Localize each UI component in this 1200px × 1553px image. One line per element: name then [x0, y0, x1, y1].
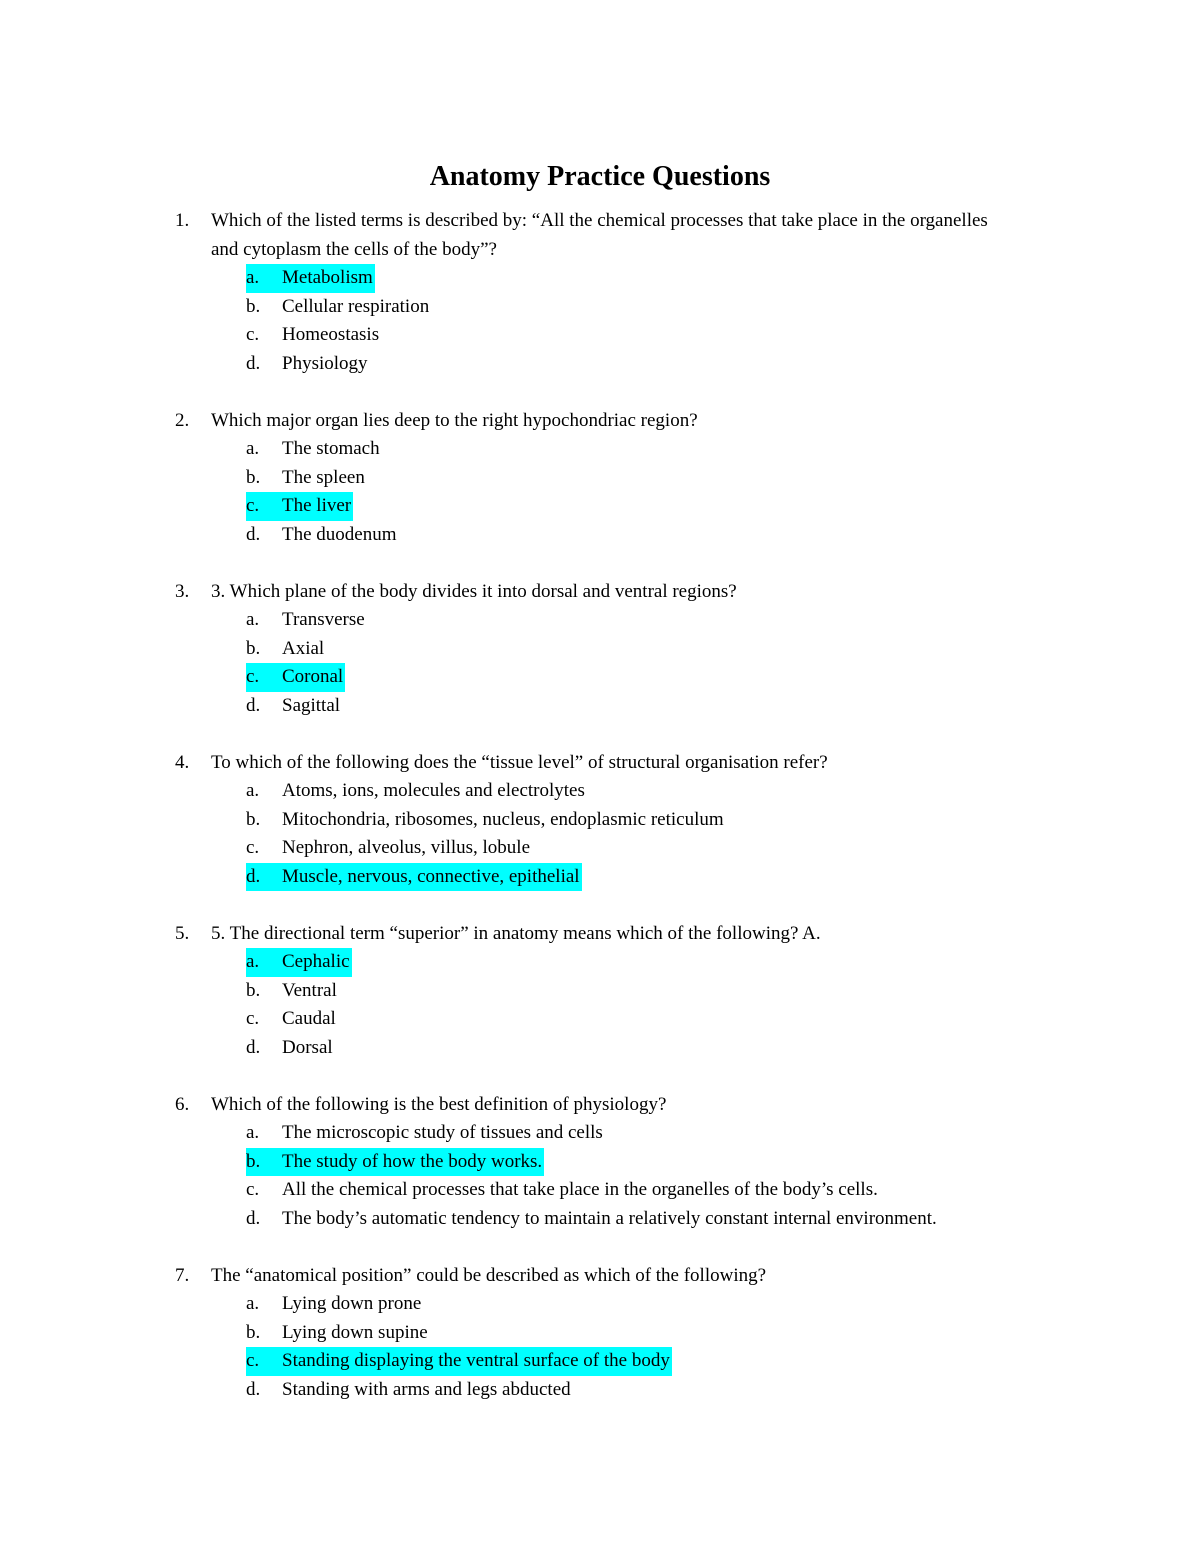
question-5: [0, 920, 1200, 1063]
answer-option-content: [246, 1376, 573, 1405]
answer-options: [0, 435, 1200, 549]
answer-option-content: [246, 1119, 605, 1148]
option-text: The microscopic study of tissues and cells: [282, 1122, 603, 1143]
option-text: The body’s automatic tendency to maintain a relatively constant internal environment.: [282, 1207, 937, 1229]
option-letter: a.: [246, 1293, 260, 1314]
option-text: The spleen: [282, 466, 365, 488]
option-letter: b.: [246, 295, 261, 317]
answer-option-d: [0, 1376, 1200, 1405]
option-text: Dorsal: [282, 1036, 333, 1058]
answer-option-content: [246, 635, 326, 664]
option-text: All the chemical processes that take place in the organelles of the body’s cells.: [282, 1179, 878, 1200]
option-letter: b.: [246, 637, 261, 659]
answer-option-b: [0, 293, 1200, 322]
answer-options: [0, 1290, 1200, 1404]
option-letter: c.: [246, 837, 260, 858]
option-text: Axial: [282, 637, 325, 659]
answer-option-content: [246, 692, 342, 721]
answer-options: [0, 606, 1200, 720]
option-letter: c.: [246, 1008, 260, 1029]
answer-option-a: [0, 606, 1200, 635]
answer-option-d: [0, 521, 1200, 550]
option-letter: b.: [246, 808, 261, 830]
answer-option-content: [246, 1319, 430, 1348]
answer-option-content: [246, 1205, 939, 1234]
answer-option-content: [246, 1034, 335, 1063]
option-text: Standing displaying the ventral surface of the body: [282, 1350, 670, 1371]
question-text: 5. The directional term “superior” in anatomy means which of the following? A.: [211, 922, 821, 944]
option-text: The liver: [282, 495, 352, 516]
question-2: [0, 407, 1200, 550]
answer-option-c: [0, 1176, 1200, 1205]
question-number: 1.: [175, 210, 190, 231]
option-text: Lying down prone: [282, 1293, 422, 1314]
option-letter: a.: [246, 951, 260, 972]
question-number: 7.: [175, 1264, 190, 1286]
option-letter: a.: [246, 780, 260, 801]
option-letter: c.: [246, 1179, 260, 1200]
option-text: Sagittal: [282, 694, 341, 716]
question-text: Which major organ lies deep to the right hypochondriac region?: [211, 409, 698, 431]
question-7: [0, 1262, 1200, 1405]
answer-option-content: [246, 464, 367, 493]
option-text: Cellular respiration: [282, 295, 430, 317]
option-letter: c.: [246, 666, 260, 687]
option-text: Cephalic: [282, 951, 350, 972]
answer-option-d: [0, 350, 1200, 379]
answer-option-content: [246, 321, 381, 350]
option-text: The study of how the body works.: [282, 1150, 543, 1172]
option-text: The stomach: [282, 438, 380, 459]
question-text: Which of the following is the best definition of physiology?: [211, 1093, 667, 1115]
option-letter: d.: [246, 1207, 261, 1229]
answer-option-b: [0, 806, 1200, 835]
option-letter: c.: [246, 1350, 260, 1371]
option-letter: b.: [246, 979, 261, 1001]
option-letter: a.: [246, 438, 260, 459]
question-6: [0, 1091, 1200, 1234]
option-text: Atoms, ions, molecules and electrolytes: [282, 780, 585, 801]
answer-option-content: [246, 1005, 338, 1034]
answer-option-content: [246, 777, 587, 806]
question-text: The “anatomical position” could be described as which of the following?: [211, 1264, 767, 1286]
answer-option-c: [0, 663, 1200, 692]
answer-option-b: [0, 1148, 1200, 1177]
answer-option-content: [246, 350, 370, 379]
answer-option-content: [246, 977, 339, 1006]
option-text: The duodenum: [282, 523, 397, 545]
answer-option-a: [0, 948, 1200, 977]
option-letter: d.: [246, 1378, 261, 1400]
question-3: [0, 578, 1200, 721]
question-number: 5.: [175, 922, 190, 944]
answer-option-a: [0, 777, 1200, 806]
option-text: Mitochondria, ribosomes, nucleus, endoplasmic reticulum: [282, 808, 724, 830]
answer-option-a: [0, 435, 1200, 464]
question-1: [0, 207, 1200, 378]
question-number: 3.: [175, 580, 190, 602]
question-text: 3. Which plane of the body divides it into dorsal and ventral regions?: [211, 580, 737, 602]
correct-answer-highlight: [246, 1347, 672, 1376]
answer-option-content: [246, 834, 532, 863]
option-letter: d.: [246, 694, 261, 716]
option-letter: b.: [246, 466, 261, 488]
option-letter: d.: [246, 523, 261, 545]
answer-option-b: [0, 635, 1200, 664]
answer-option-content: [246, 806, 726, 835]
correct-answer-highlight: [246, 492, 353, 521]
option-text: Homeostasis: [282, 324, 380, 345]
answer-option-c: [0, 1347, 1200, 1376]
answer-option-d: [0, 863, 1200, 892]
question-text: Which of the listed terms is described by: “All the chemical processes that take place in the organelles and cytoplasm the cells of the body”?: [211, 210, 988, 260]
answer-option-c: [0, 492, 1200, 521]
option-text: Lying down supine: [282, 1321, 428, 1343]
answer-options: [0, 264, 1200, 378]
option-text: Nephron, alveolus, villus, lobule: [282, 837, 531, 858]
answer-option-b: [0, 464, 1200, 493]
answer-option-d: [0, 1205, 1200, 1234]
answer-options: [0, 777, 1200, 891]
option-letter: d.: [246, 1036, 261, 1058]
correct-answer-highlight: [246, 1148, 544, 1177]
answer-option-c: [0, 834, 1200, 863]
option-text: Metabolism: [282, 267, 373, 288]
question-number: 2.: [175, 409, 190, 431]
option-text: Physiology: [282, 352, 368, 374]
answer-option-d: [0, 692, 1200, 721]
answer-option-content: [246, 1290, 423, 1319]
question-number: 4.: [175, 751, 190, 773]
question-number: 6.: [175, 1093, 190, 1115]
option-letter: a.: [246, 1122, 260, 1143]
correct-answer-highlight: [246, 863, 582, 892]
option-letter: a.: [246, 609, 260, 630]
answer-option-c: [0, 1005, 1200, 1034]
option-text: Standing with arms and legs abducted: [282, 1378, 571, 1400]
answer-option-content: [246, 606, 367, 635]
correct-answer-highlight: [246, 264, 375, 293]
option-text: Ventral: [282, 979, 337, 1001]
answer-option-content: [246, 521, 399, 550]
question-list: [0, 207, 1200, 1433]
option-letter: b.: [246, 1321, 261, 1343]
option-letter: c.: [246, 495, 260, 516]
option-letter: b.: [246, 1150, 261, 1172]
option-text: Muscle, nervous, connective, epithelial: [282, 865, 580, 887]
correct-answer-highlight: [246, 663, 345, 692]
answer-option-content: [246, 1176, 880, 1205]
option-text: Caudal: [282, 1008, 336, 1029]
option-letter: a.: [246, 267, 260, 288]
option-letter: d.: [246, 865, 261, 887]
question-4: [0, 749, 1200, 892]
page-title: Anatomy Practice Questions: [429, 160, 771, 192]
option-letter: c.: [246, 324, 260, 345]
answer-option-c: [0, 321, 1200, 350]
answer-option-d: [0, 1034, 1200, 1063]
option-text: Coronal: [282, 666, 344, 687]
answer-option-a: [0, 264, 1200, 293]
answer-options: [0, 1119, 1200, 1233]
answer-option-b: [0, 977, 1200, 1006]
answer-option-content: [246, 435, 382, 464]
answer-option-a: [0, 1119, 1200, 1148]
answer-option-b: [0, 1319, 1200, 1348]
correct-answer-highlight: [246, 948, 352, 977]
option-text: Transverse: [282, 609, 365, 630]
question-text: To which of the following does the “tissue level” of structural organisation refer?: [211, 751, 828, 773]
answer-option-content: [246, 293, 431, 322]
answer-option-a: [0, 1290, 1200, 1319]
answer-options: [0, 948, 1200, 1062]
option-letter: d.: [246, 352, 261, 374]
